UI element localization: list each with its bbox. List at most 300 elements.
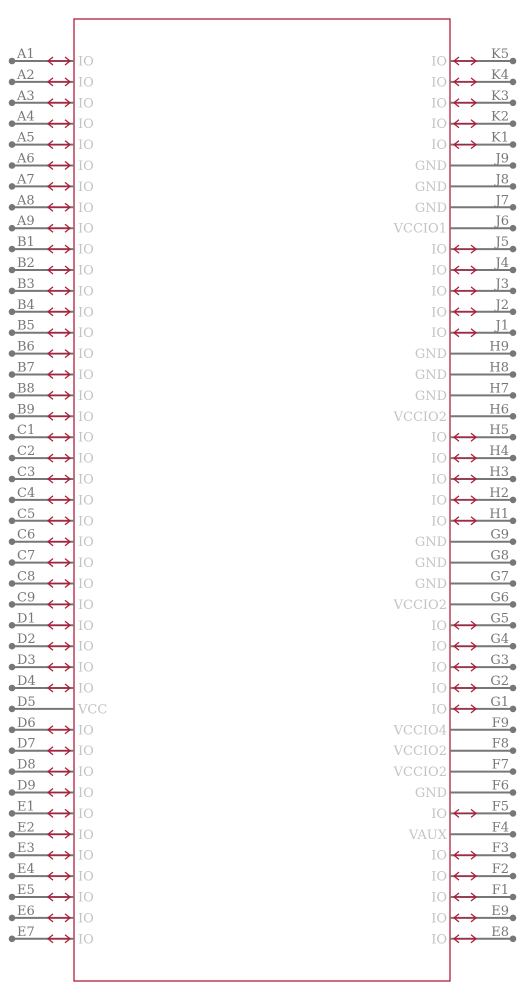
pin-number-label: J6 [495, 214, 509, 230]
pin-name-label: IO [78, 159, 94, 174]
bidirectional-arrow [454, 287, 476, 295]
pin-number-label: H9 [489, 339, 509, 355]
pin-number-label: H6 [489, 402, 509, 418]
ic-body-outline [74, 19, 450, 981]
pin-terminal-dot [510, 455, 517, 462]
pin-terminal-dot [510, 413, 517, 420]
pin-name-label: IO [431, 639, 447, 655]
pin-a8 [9, 193, 94, 216]
pin-number-label: K3 [491, 88, 509, 104]
pin-number-label: J8 [495, 172, 509, 188]
pin-f6 [415, 779, 516, 802]
pin-a2 [9, 68, 94, 91]
bidirectional-arrow [48, 809, 70, 817]
pin-name-label: IO [431, 242, 447, 258]
pin-name-label: IO [431, 96, 447, 112]
pin-number-label: B6 [17, 339, 35, 355]
pin-j8 [415, 172, 516, 195]
pin-k4 [431, 68, 516, 91]
pin-name-label: IO [78, 660, 94, 676]
bidirectional-arrow [454, 893, 476, 901]
pin-name-label: IO [431, 326, 447, 342]
pin-b7 [9, 361, 94, 384]
pin-d4 [9, 674, 94, 697]
pin-d3 [9, 653, 94, 676]
pin-f7 [393, 758, 517, 781]
bidirectional-arrow [454, 684, 476, 692]
pin-number-label: F3 [491, 841, 509, 857]
bidirectional-arrow [48, 684, 70, 692]
bidirectional-arrow [454, 120, 476, 128]
pin-name-label: GND [414, 535, 447, 551]
pin-terminal-dot [510, 706, 517, 713]
pin-a1 [9, 47, 94, 70]
bidirectional-arrow [48, 642, 70, 650]
pin-h2 [431, 486, 516, 509]
pin-number-label: A8 [17, 193, 35, 209]
pin-g6 [393, 590, 517, 613]
pin-number-label: C6 [17, 527, 36, 543]
bidirectional-arrow [454, 308, 476, 316]
pin-d1 [9, 611, 94, 634]
pin-f8 [393, 737, 517, 760]
pin-name-label: IO [431, 806, 447, 822]
pin-name-label: IO [431, 263, 447, 279]
pin-number-label: D4 [17, 674, 36, 689]
pin-c7 [9, 549, 94, 572]
pin-number-label: D2 [17, 632, 36, 648]
pin-name-label: IO [78, 451, 94, 467]
pin-name-label: IO [431, 472, 447, 488]
bidirectional-arrow [48, 412, 70, 420]
pin-b2 [9, 256, 94, 279]
pin-number-label: K1 [491, 130, 509, 146]
pin-number-label: C7 [17, 548, 36, 564]
pin-number-label: A5 [17, 130, 35, 146]
pin-terminal-dot [510, 371, 517, 378]
pin-h1 [431, 507, 516, 530]
pin-b3 [9, 277, 94, 300]
pin-name-label: IO [78, 932, 94, 948]
bidirectional-arrow [48, 538, 70, 546]
pin-name-label: IO [431, 430, 447, 446]
pin-number-label: D8 [17, 757, 36, 773]
pin-terminal-dot [510, 309, 517, 316]
pin-number-label: H5 [489, 423, 509, 439]
pin-f3 [431, 841, 516, 864]
pin-j4 [431, 256, 516, 279]
pin-name-label: GND [414, 556, 447, 572]
pin-k3 [431, 89, 516, 112]
pin-a6 [9, 152, 94, 175]
pin-name-label: IO [78, 639, 94, 655]
pin-number-label: E3 [17, 841, 35, 857]
bidirectional-arrow [454, 454, 476, 462]
pin-g2 [431, 674, 516, 697]
pin-name-label: IO [78, 347, 94, 363]
bidirectional-arrow [48, 224, 70, 232]
bidirectional-arrow [454, 245, 476, 253]
pin-terminal-dot [510, 476, 517, 483]
pin-e6 [9, 904, 94, 927]
pin-number-label: D7 [17, 736, 36, 752]
pin-terminal-dot [510, 392, 517, 399]
pin-number-label: J7 [495, 193, 509, 209]
pin-b4 [9, 298, 94, 321]
pin-number-label: A6 [17, 151, 35, 167]
pin-number-label: B8 [17, 381, 35, 397]
pin-name-label: IO [431, 869, 447, 885]
pin-name-label: IO [78, 326, 94, 342]
pin-number-label: K2 [491, 109, 509, 125]
pin-name-label: GND [414, 368, 447, 383]
pin-name-label: IO [78, 305, 94, 321]
bidirectional-arrow [48, 57, 70, 65]
pin-terminal-dot [510, 915, 517, 922]
pin-name-label: IO [431, 75, 447, 91]
bidirectional-arrow [48, 266, 70, 274]
pin-g7 [415, 570, 516, 593]
pin-k5 [431, 47, 516, 70]
pin-c8 [9, 570, 94, 593]
pin-e9 [431, 904, 516, 927]
pin-e3 [9, 841, 94, 864]
pin-terminal-dot [510, 162, 517, 169]
bidirectional-arrow [48, 789, 70, 797]
bidirectional-arrow [454, 517, 476, 525]
pin-name-label: IO [78, 472, 94, 488]
pin-number-label: F6 [491, 778, 509, 794]
pin-terminal-dot [510, 100, 517, 107]
pin-name-label: IO [78, 409, 94, 425]
pin-name-label: VCCIO4 [393, 723, 447, 739]
pin-k1 [431, 131, 516, 154]
pin-terminal-dot [510, 622, 517, 629]
pin-terminal-dot [510, 643, 517, 650]
pin-h8 [415, 361, 516, 384]
pin-name-label: VCC [78, 702, 108, 718]
pin-c5 [9, 507, 94, 530]
pin-name-label: VCCIO1 [393, 221, 447, 237]
pin-name-label: IO [431, 514, 447, 530]
bidirectional-arrow [48, 245, 70, 253]
pin-number-label: A9 [17, 214, 35, 230]
pin-name-label: GND [414, 159, 447, 174]
pin-number-label: B2 [17, 256, 35, 271]
bidirectional-arrow [48, 914, 70, 922]
pin-number-label: E9 [491, 903, 509, 919]
pin-g8 [415, 549, 516, 572]
pin-d9 [9, 779, 94, 802]
bidirectional-arrow [48, 830, 70, 838]
pin-h6 [393, 402, 517, 425]
pin-f9 [393, 716, 517, 739]
pin-name-label: GND [414, 786, 447, 801]
pin-number-label: K5 [491, 47, 509, 62]
pin-name-label: IO [431, 493, 447, 509]
bidirectional-arrow [48, 580, 70, 588]
bidirectional-arrow [454, 642, 476, 650]
bidirectional-arrow [48, 371, 70, 379]
bidirectional-arrow [454, 663, 476, 671]
pin-name-label: IO [78, 263, 94, 279]
pin-number-label: J5 [495, 235, 509, 251]
pin-name-label: IO [78, 54, 94, 70]
pin-number-label: D6 [17, 715, 36, 731]
pin-name-label: IO [78, 911, 94, 927]
pin-j3 [431, 277, 516, 300]
bidirectional-arrow [454, 705, 476, 713]
pin-terminal-dot [510, 873, 517, 880]
pin-number-label: G8 [490, 548, 509, 564]
bidirectional-arrow [48, 433, 70, 441]
bidirectional-arrow [48, 600, 70, 608]
pin-name-label: IO [78, 117, 94, 133]
pin-e4 [9, 862, 94, 885]
pin-name-label: IO [78, 514, 94, 530]
pin-terminal-dot [510, 329, 517, 336]
pin-e8 [431, 925, 516, 948]
bidirectional-arrow [454, 914, 476, 922]
pin-name-label: IO [78, 242, 94, 258]
bidirectional-arrow [454, 851, 476, 859]
pin-c1 [9, 423, 94, 446]
pin-name-label: IO [78, 75, 94, 91]
pin-f1 [431, 883, 516, 906]
pin-terminal-dot [510, 434, 517, 441]
pin-j9 [415, 152, 516, 175]
pin-name-label: GND [414, 179, 447, 195]
pin-number-label: H3 [489, 465, 509, 480]
pin-number-label: F8 [491, 736, 509, 752]
pin-terminal-dot [510, 79, 517, 86]
pin-terminal-dot [510, 267, 517, 274]
pin-terminal-dot [510, 747, 517, 754]
bidirectional-arrow [48, 935, 70, 943]
bidirectional-arrow [454, 266, 476, 274]
pin-name-label: IO [431, 284, 447, 300]
bidirectional-arrow [454, 141, 476, 149]
pin-number-label: E4 [17, 862, 35, 878]
bidirectional-arrow [454, 935, 476, 943]
pin-name-label: IO [78, 179, 94, 195]
pin-number-label: G9 [490, 527, 509, 543]
pin-name-label: IO [78, 96, 94, 112]
pin-name-label: IO [431, 451, 447, 467]
pin-j5 [431, 235, 516, 258]
bidirectional-arrow [48, 99, 70, 107]
pin-number-label: F7 [491, 757, 509, 773]
pin-h4 [431, 444, 516, 467]
pin-number-label: G6 [490, 590, 509, 606]
pin-e1 [9, 799, 94, 822]
pin-number-label: C5 [17, 506, 36, 522]
pin-c9 [9, 590, 94, 613]
pin-h5 [431, 423, 516, 446]
pin-b5 [9, 319, 94, 342]
bidirectional-arrow [48, 893, 70, 901]
pin-a5 [9, 131, 94, 154]
pin-c6 [9, 528, 94, 551]
pin-f5 [431, 799, 516, 822]
pin-terminal-dot [510, 538, 517, 545]
pin-terminal-dot [510, 664, 517, 671]
pin-terminal-dot [510, 120, 517, 127]
pin-name-label: IO [78, 744, 94, 760]
pin-terminal-dot [510, 183, 517, 190]
pin-f2 [431, 862, 516, 885]
pin-number-label: H8 [489, 360, 509, 376]
pin-b1 [9, 235, 94, 258]
pin-terminal-dot [510, 559, 517, 566]
bidirectional-arrow [48, 559, 70, 567]
pin-j2 [431, 298, 516, 321]
bidirectional-arrow [454, 57, 476, 65]
pin-terminal-dot [510, 685, 517, 692]
pin-number-label: J9 [495, 151, 509, 167]
pin-number-label: G2 [490, 674, 509, 689]
pin-number-label: E5 [17, 883, 35, 898]
pin-name-label: IO [78, 535, 94, 551]
pin-number-label: H7 [489, 381, 509, 397]
pin-number-label: C1 [17, 423, 36, 439]
pin-terminal-dot [510, 810, 517, 817]
bidirectional-arrow [454, 475, 476, 483]
bidirectional-arrow [48, 391, 70, 399]
pin-d5 [9, 695, 108, 718]
pin-e2 [9, 820, 94, 843]
pin-name-label: IO [78, 681, 94, 697]
pin-terminal-dot [510, 288, 517, 295]
bidirectional-arrow [48, 141, 70, 149]
pin-name-label: IO [431, 890, 447, 906]
pin-number-label: F1 [491, 883, 509, 898]
pin-number-label: G5 [490, 611, 509, 627]
pin-h9 [415, 340, 516, 363]
pin-name-label: IO [78, 869, 94, 885]
pin-number-label: G4 [490, 632, 509, 648]
pin-name-label: VAUX [408, 827, 447, 843]
pin-d2 [9, 632, 94, 655]
bidirectional-arrow [48, 621, 70, 629]
pin-terminal-dot [510, 894, 517, 901]
pin-name-label: IO [78, 284, 94, 300]
pin-f4 [408, 820, 516, 843]
pin-name-label: IO [78, 388, 94, 404]
bidirectional-arrow [48, 287, 70, 295]
pin-g3 [431, 653, 516, 676]
bidirectional-arrow [48, 182, 70, 190]
pin-name-label: IO [78, 890, 94, 906]
pin-name-label: IO [78, 618, 94, 634]
pin-name-label: GND [414, 200, 447, 216]
pin-j1 [431, 319, 516, 342]
pin-number-label: G3 [490, 653, 509, 669]
pin-number-label: D9 [17, 778, 36, 794]
pin-terminal-dot [510, 727, 517, 734]
pin-name-label: GND [414, 347, 447, 363]
pin-terminal-dot [510, 58, 517, 65]
pin-g4 [431, 632, 516, 655]
pin-name-label: IO [431, 54, 447, 70]
bidirectional-arrow [48, 496, 70, 504]
pin-terminal-dot [510, 580, 517, 587]
left-pin-group [9, 47, 108, 947]
bidirectional-arrow [454, 496, 476, 504]
pin-j7 [415, 193, 516, 216]
pin-terminal-dot [510, 936, 517, 943]
pin-name-label: IO [78, 806, 94, 822]
pin-e7 [9, 925, 94, 948]
bidirectional-arrow [48, 454, 70, 462]
bidirectional-arrow [48, 872, 70, 880]
pin-number-label: B4 [17, 297, 35, 313]
pin-name-label: VCCIO2 [393, 597, 447, 613]
pin-name-label: IO [78, 827, 94, 843]
pin-number-label: B3 [17, 276, 35, 292]
bidirectional-arrow [48, 663, 70, 671]
pin-number-label: E6 [17, 903, 35, 919]
pin-terminal-dot [510, 141, 517, 148]
pin-terminal-dot [510, 246, 517, 253]
pin-number-label: E2 [17, 820, 35, 836]
pin-c3 [9, 465, 94, 488]
bidirectional-arrow [454, 433, 476, 441]
pin-g5 [431, 611, 516, 634]
bidirectional-arrow [48, 851, 70, 859]
pin-j6 [393, 214, 517, 237]
pin-number-label: F4 [491, 820, 509, 836]
pin-name-label: IO [431, 117, 447, 133]
pin-number-label: C9 [17, 590, 36, 606]
pin-name-label: IO [78, 786, 94, 801]
pin-name-label: IO [431, 681, 447, 697]
pin-number-label: J3 [495, 276, 509, 292]
pin-number-label: A1 [17, 47, 35, 62]
pin-d8 [9, 758, 94, 781]
pin-name-label: IO [431, 618, 447, 634]
pin-name-label: IO [78, 556, 94, 572]
pin-terminal-dot [510, 768, 517, 775]
pin-name-label: IO [78, 765, 94, 781]
pin-number-label: H2 [489, 485, 509, 501]
pin-number-label: E8 [491, 924, 509, 940]
pin-number-label: K4 [491, 67, 509, 83]
pin-number-label: A4 [17, 109, 35, 125]
bidirectional-arrow [48, 162, 70, 170]
pin-number-label: B5 [17, 318, 35, 334]
right-pin-group [393, 47, 517, 947]
pin-name-label: IO [431, 660, 447, 676]
pin-terminal-dot [510, 831, 517, 838]
pin-b6 [9, 340, 94, 363]
pin-name-label: IO [78, 138, 94, 154]
bidirectional-arrow [48, 120, 70, 128]
bidirectional-arrow [48, 475, 70, 483]
bidirectional-arrow [48, 203, 70, 211]
pin-number-label: F2 [491, 862, 509, 878]
pin-name-label: GND [414, 388, 447, 404]
pin-d6 [9, 716, 94, 739]
pin-name-label: VCCIO2 [393, 409, 447, 425]
pin-number-label: J1 [495, 318, 509, 334]
pin-number-label: D5 [17, 694, 36, 710]
pin-number-label: B9 [17, 402, 35, 418]
pin-number-label: H4 [489, 444, 509, 460]
pin-name-label: IO [78, 430, 94, 446]
pin-terminal-dot [510, 852, 517, 859]
bidirectional-arrow [48, 308, 70, 316]
